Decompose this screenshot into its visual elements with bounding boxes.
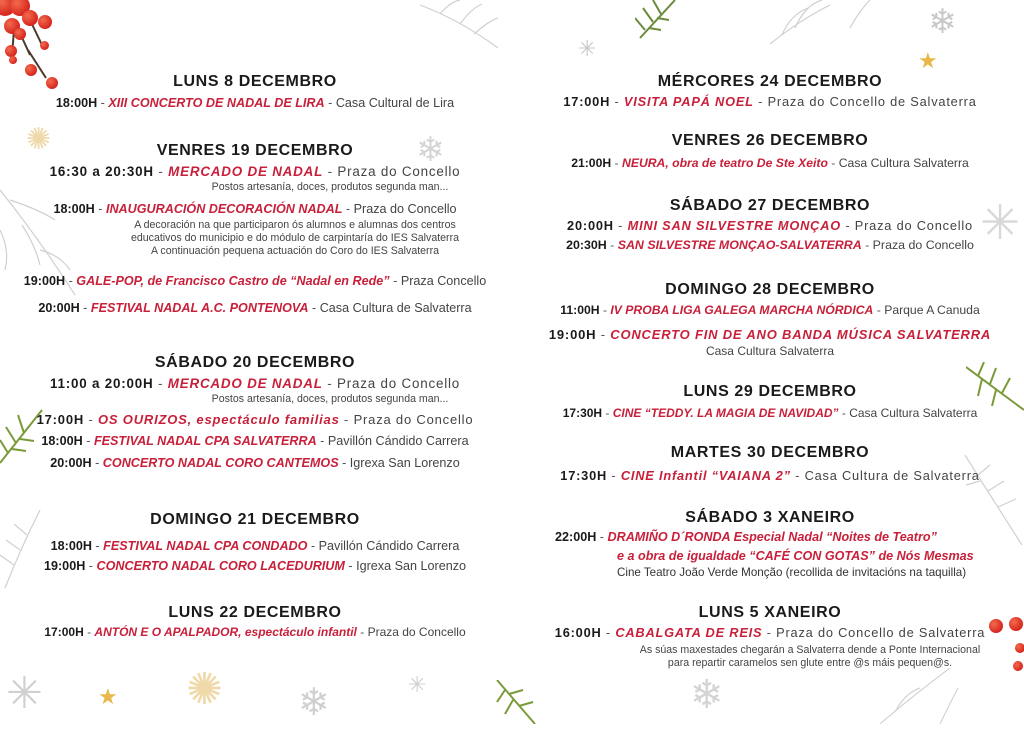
event-note: Postos artesanía, doces, produtos segunda man... [211, 393, 449, 405]
separator: - [94, 202, 106, 216]
event-venue: Parque A Canuda [884, 303, 980, 317]
event-name: DRAMIÑO D´RONDA Especial Nadal “Noites de Teatro” [607, 530, 937, 544]
separator: - [338, 456, 350, 470]
event-row [10, 94, 500, 113]
grey-leaves-left-top-decoration [410, 0, 500, 55]
star-bottom-icon: ★ [98, 684, 118, 709]
separator: - [861, 238, 873, 252]
separator: - [753, 94, 768, 109]
separator: - [153, 376, 168, 391]
sparkle-gold-bottom-icon: ✺ [186, 665, 223, 714]
event-row [10, 410, 500, 429]
day-heading: SÁBADO 20 DECEMBRO [154, 354, 356, 371]
day-heading: MÉRCORES 24 DECEMBRO [657, 73, 883, 90]
event-name: FESTIVAL NADAL CPA SALVATERRA [93, 434, 317, 448]
event-row [10, 162, 500, 181]
event-name: XIII CONCERTO DE NADAL DE LIRA [108, 96, 325, 110]
event-name: NEURA, obra de teatro De Ste Xeito [622, 156, 828, 170]
event-name: GALE-POP, de Francisco Castro de “Nadal en Rede” [76, 274, 390, 288]
sparkle-top-icon: ✳ [578, 36, 597, 61]
sparkle-bottom-left-icon: ✳ [6, 669, 43, 718]
event-time: 19:00H [548, 327, 597, 342]
sparkle-right-icon: ✳ [980, 197, 1021, 250]
event-name: FESTIVAL NADAL A.C. PONTENOVA [90, 301, 309, 315]
day-heading: VENRES 19 DECEMBRO [156, 142, 354, 159]
event-name: CONCERTO NADAL CORO CANTEMOS [102, 456, 339, 470]
event-name: VISITA PAPÁ NOEL [623, 94, 754, 109]
day-block [10, 511, 500, 576]
day-block [10, 142, 500, 318]
day-heading: LUNS 22 DECEMBRO [168, 604, 342, 621]
day-block [535, 281, 1005, 358]
event-name: CINE “TEDDY. LA MAGIA DE NAVIDAD” [612, 406, 839, 420]
day-block [10, 604, 500, 642]
event-time: 18:00H [41, 434, 83, 448]
event-row [10, 432, 500, 451]
event-row [535, 623, 1005, 642]
separator: - [596, 327, 611, 342]
event-note: As súas maxestades chegarán a Salvaterra dende a Ponte Internacional [639, 644, 981, 656]
grey-leaves-bottom-right-decoration [880, 668, 960, 729]
event-row [10, 200, 500, 219]
event-row [10, 454, 500, 473]
event-time: 20:00H [38, 301, 80, 315]
separator: - [613, 218, 628, 233]
day-heading: VENRES 26 DECEMBRO [671, 132, 869, 149]
day-heading: SÁBADO 27 DECEMBRO [669, 197, 871, 214]
event-time: 16:30 a 20:30H [49, 164, 154, 179]
event-row [535, 92, 1005, 111]
event-name: ANTÓN E O APALPADOR, espectáculo infantil [94, 625, 357, 639]
event-name: IV PROBA LIGA GALEGA MARCHA NÓRDICA [610, 303, 874, 317]
event-time: 17:30H [562, 406, 603, 420]
event-venue: Casa Cultural de Lira [335, 96, 455, 110]
separator: - [838, 406, 850, 420]
event-venue: Praza do Concello [337, 164, 461, 179]
separator: - [91, 539, 104, 553]
event-venue: Pavillón Cándido Carrera [327, 434, 469, 448]
separator: - [307, 539, 319, 553]
event-name: CONCERTO NADAL CORO LACEDURIUM [96, 559, 345, 573]
snowflake-bottom-right-icon: ❄ [690, 673, 724, 717]
day-heading: LUNS 29 DECEMBRO [683, 383, 857, 400]
separator: - [762, 625, 777, 640]
event-venue: Praza do Concello [353, 202, 457, 216]
day-heading: SÁBADO 3 XANEIRO [685, 509, 855, 526]
separator: - [342, 202, 354, 216]
event-row-continued [535, 547, 1005, 566]
event-time: 22:00H [555, 530, 597, 544]
event-row [10, 537, 500, 556]
event-name: MINI SAN SILVESTRE MONÇAO [627, 218, 841, 233]
event-venue: Casa Cultura de Salvaterra [804, 468, 980, 483]
day-heading: DOMINGO 21 DECEMBRO [150, 511, 360, 528]
separator: - [323, 164, 338, 179]
event-name: MERCADO DE NADAL [167, 376, 323, 391]
separator: - [389, 274, 401, 288]
snowflake-top-right-icon: ❄ [928, 3, 957, 41]
event-row [10, 557, 500, 576]
event-time: 20:00H [567, 218, 614, 233]
separator: - [827, 156, 839, 170]
event-venue: Casa Cultura de Salvaterra [319, 301, 472, 315]
day-heading: DOMINGO 28 DECEMBRO [665, 281, 875, 298]
separator: - [316, 434, 328, 448]
separator: - [308, 301, 320, 315]
event-time: 20:00H [50, 456, 92, 470]
event-venue: Praza Concello [400, 274, 487, 288]
event-row [535, 154, 1005, 173]
day-block [535, 73, 1005, 111]
separator: - [606, 238, 618, 252]
event-time: 20:30H [566, 238, 607, 252]
day-heading: LUNS 5 XANEIRO [698, 604, 842, 621]
event-row [10, 374, 500, 393]
separator: - [153, 164, 169, 179]
pine-branch-bottom-decoration [495, 680, 540, 729]
sparkle-gold-left-icon: ✺ [26, 123, 52, 156]
event-name: CINE Infantil “VAIANA 2” [620, 468, 791, 483]
event-time: 19:00H [43, 559, 86, 573]
event-time: 17:30H [560, 468, 608, 483]
event-venue: Praza do Concello [872, 238, 974, 252]
event-time: 17:00H [44, 625, 84, 639]
event-note: Postos artesanía, doces, produtos segunda man... [211, 181, 449, 193]
event-name-continued: e a obra de igualdade “CAFÉ CON GOTAS” de Nós Mesmas [617, 549, 974, 563]
separator: - [599, 303, 611, 317]
event-time: 18:00H [55, 96, 98, 110]
event-row [535, 216, 1005, 235]
separator: - [873, 303, 885, 317]
event-venue: Casa Cultura Salvaterra [849, 406, 978, 420]
event-name: MERCADO DE NADAL [168, 164, 324, 179]
event-name: FESTIVAL NADAL CPA CONDADO [103, 539, 308, 553]
event-name: CONCERTO FIN DE ANO BANDA MÚSICA SALVATERRA [610, 327, 992, 342]
snowflake-bottom-icon: ❄ [298, 682, 330, 724]
separator: - [322, 376, 337, 391]
event-note: educativos do municipio e do módulo de carpintaría do IES Salvaterra [130, 232, 459, 244]
day-block [535, 197, 1005, 255]
event-note: A decoración na que participaron ós alumnos e alumnas dos centros [134, 219, 456, 231]
star-top-right-icon: ★ [918, 48, 938, 73]
separator: - [790, 468, 805, 483]
grey-leaves-top-decoration [770, 0, 880, 50]
sparkle-small-bottom-icon: ✳ [408, 672, 427, 697]
separator: - [596, 530, 608, 544]
event-time: 16:00H [554, 625, 602, 640]
event-venue: Casa Cultura Salvaterra [838, 156, 969, 170]
event-time: 18:00H [53, 202, 95, 216]
event-row [10, 299, 500, 318]
event-time: 18:00H [50, 539, 92, 553]
separator: - [97, 96, 109, 110]
separator: - [344, 559, 357, 573]
event-row [535, 466, 1005, 485]
separator: - [79, 301, 91, 315]
day-heading: MARTES 30 DECEMBRO [670, 444, 870, 461]
event-name: CABALGATA DE REIS [615, 625, 763, 640]
event-venue: Praza do Concello [353, 412, 474, 427]
day-block [535, 383, 1005, 423]
event-row [535, 325, 1005, 344]
event-time: 11:00 a 20:00H [49, 376, 154, 391]
separator: - [82, 434, 94, 448]
event-venue: Pavillón Cándido Carrera [318, 539, 460, 553]
event-row [535, 404, 1005, 423]
separator: - [356, 625, 368, 639]
separator: - [610, 94, 624, 109]
separator: - [84, 412, 98, 427]
event-name: INAUGURACIÓN DECORACIÓN NADAL [105, 202, 343, 216]
event-venue: Praza do Concello [854, 218, 973, 233]
pine-branch-top-decoration [635, 0, 685, 45]
separator: - [841, 218, 855, 233]
separator: - [607, 468, 621, 483]
event-venue: Praza do Concello [367, 625, 466, 639]
event-venue: Praza do Concello [337, 376, 461, 391]
separator: - [65, 274, 77, 288]
separator: - [85, 559, 97, 573]
day-block [10, 354, 500, 473]
event-time: 19:00H [23, 274, 66, 288]
event-name: SAN SILVESTRE MONÇAO-SALVATERRA [617, 238, 862, 252]
event-row [10, 272, 500, 291]
separator: - [602, 406, 613, 420]
event-venue: Praza do Concello de Salvaterra [776, 625, 986, 640]
event-time: 11:00H [560, 303, 600, 317]
event-venue: Praza do Concello de Salvaterra [767, 94, 977, 109]
separator: - [601, 625, 616, 640]
day-block [535, 604, 1005, 670]
event-row [535, 301, 1005, 320]
event-row [535, 528, 1005, 547]
separator: - [324, 96, 336, 110]
event-time: 21:00H [571, 156, 612, 170]
snowflake-mid-icon: ❄ [416, 131, 445, 169]
event-note: para repartir caramelos sen glute entre @s máis pequen@s. [667, 657, 953, 669]
day-heading: LUNS 8 DECEMBRO [173, 73, 337, 90]
event-name: OS OURIZOS, espectáculo familias [97, 412, 340, 427]
event-row [10, 623, 500, 642]
separator: - [91, 456, 103, 470]
event-venue: Igrexa San Lorenzo [356, 559, 467, 573]
event-row [535, 236, 1005, 255]
separator: - [611, 156, 623, 170]
separator: - [83, 625, 95, 639]
day-block [535, 132, 1005, 173]
separator: - [339, 412, 354, 427]
event-time: 17:00H [36, 412, 85, 427]
day-block [535, 444, 1005, 485]
day-block [535, 509, 1005, 579]
event-venue: Cine Teatro João Verde Monção (recollida de invitacións na taquilla) [617, 566, 967, 579]
event-note: A continuación pequena actuación do Coro do IES Salvaterra [151, 245, 439, 257]
event-venue: Igrexa San Lorenzo [349, 456, 460, 470]
event-time: 17:00H [563, 94, 611, 109]
event-venue: Casa Cultura Salvaterra [705, 344, 835, 358]
day-block [10, 73, 500, 113]
